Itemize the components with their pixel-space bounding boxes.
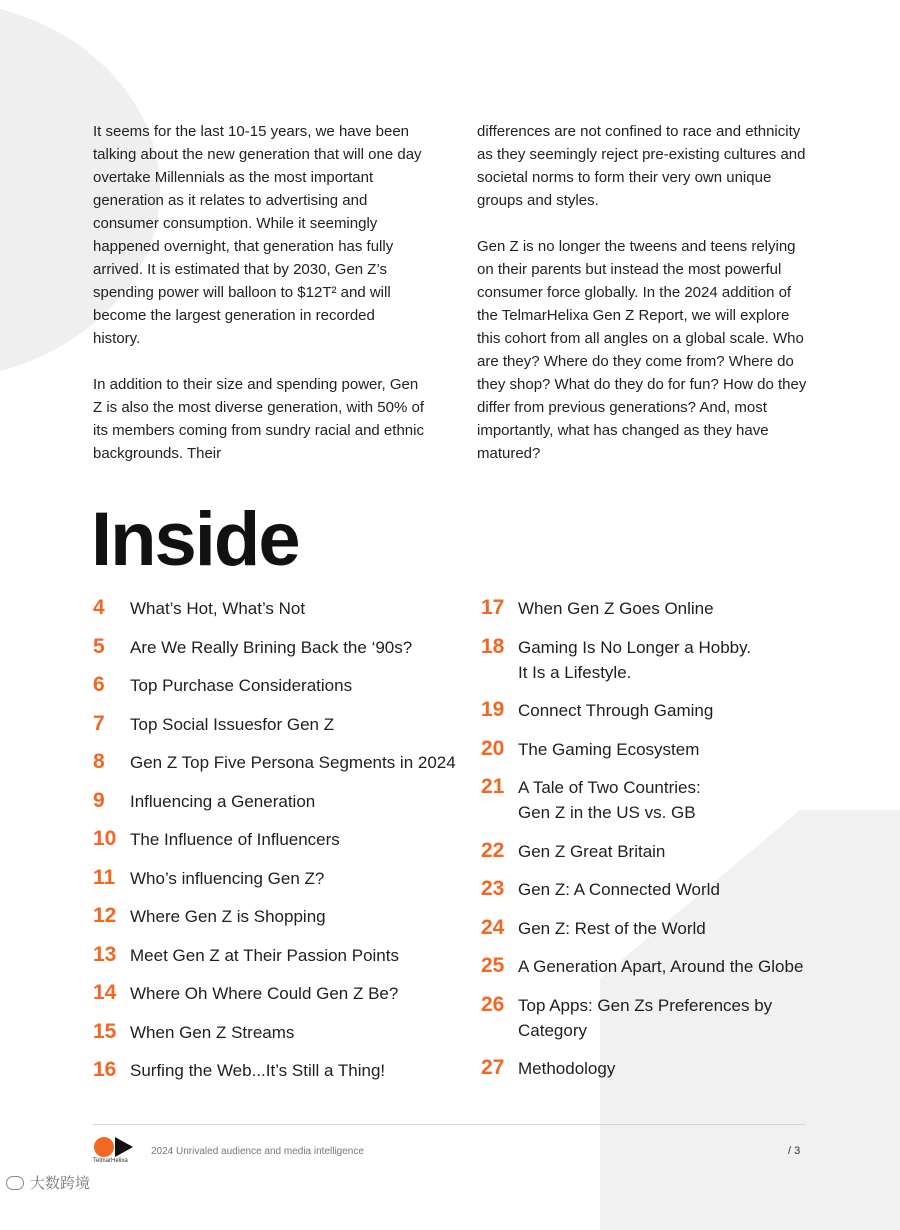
page-number: / 3 bbox=[788, 1145, 801, 1157]
toc-item[interactable] bbox=[93, 673, 463, 712]
toc-title: Are We Really Brining Back the ‘90s? bbox=[130, 637, 413, 657]
toc-item[interactable] bbox=[481, 775, 861, 839]
toc-title-line: A Tale of Two Countries: bbox=[518, 778, 701, 797]
toc-item[interactable] bbox=[481, 737, 861, 776]
toc-title bbox=[518, 775, 701, 825]
toc-page-number: 13 bbox=[93, 942, 117, 966]
intro-text bbox=[93, 120, 813, 488]
toc-title: Meet Gen Z at Their Passion Points bbox=[130, 945, 399, 965]
toc-title bbox=[518, 993, 772, 1043]
toc-item[interactable] bbox=[93, 943, 463, 982]
toc-page-number: 17 bbox=[481, 596, 505, 619]
toc-title: Where Gen Z is Shopping bbox=[130, 907, 326, 926]
toc-title-line: Methodology bbox=[518, 1059, 616, 1078]
intro-right-column bbox=[477, 120, 813, 488]
intro-paragraph: differences are not confined to race and ethnicity as they seemingly reject pre-existing cultures and societal norms to form their very own unique groups and styles. bbox=[477, 123, 806, 209]
logo-text: TelmarHelixa bbox=[93, 1158, 128, 1164]
toc-item[interactable] bbox=[481, 993, 861, 1057]
toc-title bbox=[518, 1056, 615, 1081]
toc-title: Influencing a Generation bbox=[130, 791, 316, 811]
toc-page-number: 22 bbox=[481, 838, 505, 862]
toc-title bbox=[518, 596, 714, 621]
toc-title: Top Purchase Considerations bbox=[130, 676, 353, 695]
toc-right-column bbox=[481, 596, 861, 1095]
watermark-icon bbox=[6, 1176, 24, 1190]
toc-item[interactable] bbox=[481, 916, 861, 955]
toc-title-line: It Is a Lifestyle. bbox=[518, 662, 632, 682]
toc-item[interactable] bbox=[93, 1020, 463, 1059]
toc-item[interactable] bbox=[481, 635, 861, 699]
toc-title bbox=[518, 877, 720, 902]
toc-item[interactable] bbox=[93, 635, 463, 674]
intro-left-column bbox=[93, 120, 425, 488]
toc-page-number: 18 bbox=[481, 634, 505, 658]
toc-item[interactable] bbox=[93, 981, 463, 1020]
toc-page-number: 4 bbox=[93, 596, 105, 619]
intro-paragraph: It seems for the last 10-15 years, we have been talking about the new generation that will one day overtake Millennials as the most important generation as it relates to advertising and consumer consumption. While it seemingly happened overnight, that generation has fully arrived. It is estimated that by 2030, Gen Z’s spending power will balloon to $12T² and will become the largest generation in recorded history. bbox=[93, 123, 422, 347]
toc-title bbox=[518, 635, 751, 685]
toc-title: Surfing the Web...It’s Still a Thing! bbox=[130, 1061, 386, 1080]
toc-title-line: Gen Z Great Britain bbox=[518, 841, 666, 861]
toc-item[interactable] bbox=[481, 596, 861, 635]
toc-title bbox=[518, 698, 713, 723]
toc-title bbox=[518, 954, 803, 979]
toc-title-line: Category bbox=[518, 1020, 587, 1040]
toc-item[interactable] bbox=[93, 712, 463, 751]
toc-page-number: 5 bbox=[93, 634, 105, 658]
toc-title: What’s Hot, What’s Not bbox=[130, 599, 306, 618]
toc-item[interactable] bbox=[93, 596, 463, 635]
intro-paragraph: In addition to their size and spending power, Gen Z is also the most diverse generation, with 50% of its members coming from sundry racial and ethnic backgrounds. Their bbox=[93, 376, 424, 462]
toc-left-column bbox=[93, 596, 463, 1097]
toc-page-number: 26 bbox=[481, 992, 505, 1016]
toc-title-line: When Gen Z Goes Online bbox=[518, 599, 714, 618]
toc-title: The Influence of Influencers bbox=[130, 830, 340, 849]
watermark bbox=[6, 1172, 90, 1193]
toc-page-number: 23 bbox=[481, 877, 505, 900]
toc-page-number: 14 bbox=[93, 981, 117, 1004]
toc-item[interactable] bbox=[93, 750, 463, 789]
toc-title: Top Social Issuesfor Gen Z bbox=[130, 714, 335, 734]
toc-title-line: Connect Through Gaming bbox=[518, 701, 714, 720]
toc-title-line: A Generation Apart, Around the Globe bbox=[518, 957, 804, 976]
toc-title bbox=[518, 916, 706, 941]
toc-title-line: Gen Z in the US vs. GB bbox=[518, 803, 696, 822]
intro-paragraph: Gen Z is no longer the tweens and teens relying on their parents but instead the most powerful consumer force globally. In the 2024 addition of the TelmarHelixa Gen Z Report, we will explore this cohort from all angles on a global scale. Who are they? Where do they come from? Where do they shop? What do they do for fun? How do they differ from previous generations? And, most importantly, what has changed as they have matured? bbox=[477, 238, 807, 462]
section-heading: Inside bbox=[91, 497, 299, 582]
toc-page-number: 16 bbox=[93, 1058, 117, 1081]
toc-item[interactable] bbox=[481, 877, 861, 916]
footer-tagline: 2024 Unrivaled audience and media intelligence bbox=[151, 1146, 364, 1157]
toc-item[interactable] bbox=[93, 904, 463, 943]
toc-title bbox=[518, 839, 665, 864]
toc-title-line: The Gaming Ecosystem bbox=[518, 739, 700, 759]
toc-item[interactable] bbox=[93, 827, 463, 866]
toc-item[interactable] bbox=[481, 1056, 861, 1095]
toc-item[interactable] bbox=[481, 698, 861, 737]
toc-item[interactable] bbox=[93, 866, 463, 905]
toc-page-number: 27 bbox=[481, 1056, 505, 1079]
watermark-text: 大数跨境 bbox=[30, 1175, 91, 1192]
toc-title bbox=[518, 737, 699, 762]
footer-divider bbox=[93, 1124, 805, 1125]
toc-page-number: 25 bbox=[481, 954, 505, 977]
toc-title-line: Gaming Is No Longer a Hobby. bbox=[518, 637, 752, 657]
toc-item[interactable] bbox=[481, 839, 861, 878]
toc-page-number: 8 bbox=[93, 750, 105, 773]
toc-page-number: 11 bbox=[93, 865, 116, 889]
toc-title: Who’s influencing Gen Z? bbox=[130, 868, 325, 888]
toc-page-number: 7 bbox=[93, 711, 105, 735]
toc-item[interactable] bbox=[93, 789, 463, 828]
toc-title-line: Gen Z: A Connected World bbox=[518, 880, 720, 899]
toc-page-number: 19 bbox=[481, 698, 505, 721]
toc-page-number: 24 bbox=[481, 915, 505, 939]
toc-page-number: 20 bbox=[481, 736, 505, 760]
toc-title: Gen Z Top Five Persona Segments in 2024 bbox=[130, 753, 456, 772]
toc-page-number: 15 bbox=[93, 1019, 117, 1043]
toc-title: When Gen Z Streams bbox=[130, 1022, 295, 1042]
toc-title-line: Gen Z: Rest of the World bbox=[518, 918, 706, 938]
toc-page-number: 6 bbox=[93, 673, 105, 696]
toc-page-number: 21 bbox=[481, 775, 505, 798]
toc-page-number: 9 bbox=[93, 788, 105, 812]
toc-title: Where Oh Where Could Gen Z Be? bbox=[130, 984, 399, 1003]
toc-item[interactable] bbox=[93, 1058, 463, 1097]
toc-page-number: 12 bbox=[93, 904, 117, 927]
toc-page-number: 10 bbox=[93, 827, 117, 850]
toc-item[interactable] bbox=[481, 954, 861, 993]
toc-title-line: Top Apps: Gen Zs Preferences by bbox=[518, 995, 773, 1015]
